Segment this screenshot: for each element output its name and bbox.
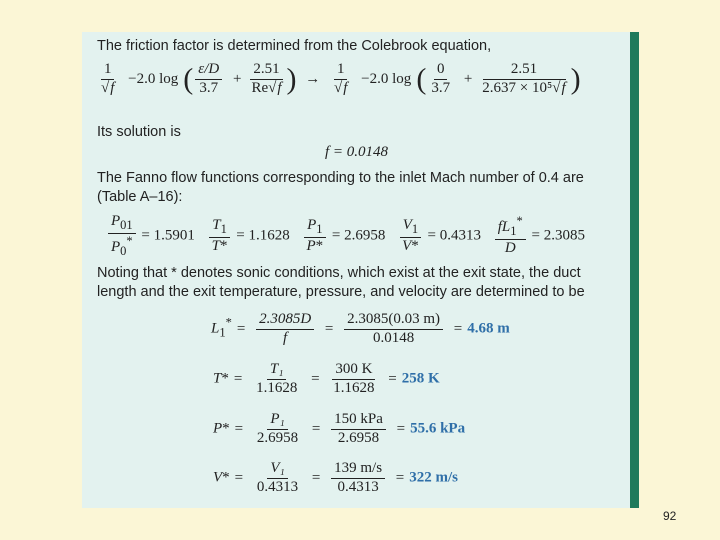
result-pressure: P* = $\frac{\text{P₁}}{2.6958}$ = $\frac{\text{150 kPa}}{2.6958}$ = 55.6 kPa	[213, 411, 466, 446]
noting-text-line-1: Noting that * denotes sonic conditions, which exist at the exit state, the duct	[97, 265, 581, 281]
page-number: 92	[663, 509, 677, 523]
result-temperature: T* = $\frac{\text{T₁}}{1.1628}$ = $\frac{300 K}{1.1628}$ = 258 K	[213, 361, 440, 396]
fanno-text-line-1: The Fanno flow functions corresponding to the inlet Mach number of 0.4 are	[97, 170, 584, 186]
fanno-text-line-2: (Table A–16):	[97, 189, 183, 205]
fanno-ratios: $\frac{P_{01}}{P_0^*}$ = 1.5901 $\frac{T_1}{T*}$ = 1.1628 $\frac{P_1}{P*}$ = 2.6958 $\frac{V_1}{V*}$ = 0.4313 $\frac{fL_1^*}{D}$ = 2.3085	[106, 214, 585, 258]
answer-temperature: 258 K	[401, 370, 440, 387]
colebrook-equation: $\frac{1}{√f}$ −2.0 log ( $\frac{\varepsilon/D}{3.7}$ + $\frac{2.51}{Re√f}$ ) → $\frac{1}{√f}$ −2.0 log ( $\frac{0}{3.7}$ + $\frac{2.51}{\text{2.637 × 10⁵√f}}$ )	[101, 61, 581, 96]
accent-bar	[630, 32, 639, 508]
colebrook-intro: The friction factor is determined from the Colebrook equation,	[97, 38, 492, 54]
result-length: $L_1^*$ = $\frac{2.3085D}{f}$ = $\frac{2.3085(0.03 m)}{0.0148}$ = 4.68 m	[211, 311, 510, 346]
solution-label: Its solution is	[97, 124, 181, 140]
answer-length: 4.68 m	[467, 320, 510, 337]
answer-pressure: 55.6 kPa	[410, 420, 466, 437]
solution-equation: f = 0.0148	[325, 144, 389, 160]
answer-velocity: 322 m/s	[409, 469, 459, 486]
result-velocity: V* = $\frac{\text{V₁}}{0.4313}$ = $\frac{139 m/s}{0.4313}$ = 322 m/s	[213, 460, 459, 495]
noting-text-line-2: length and the exit temperature, pressure, and velocity are determined to be	[97, 284, 585, 300]
